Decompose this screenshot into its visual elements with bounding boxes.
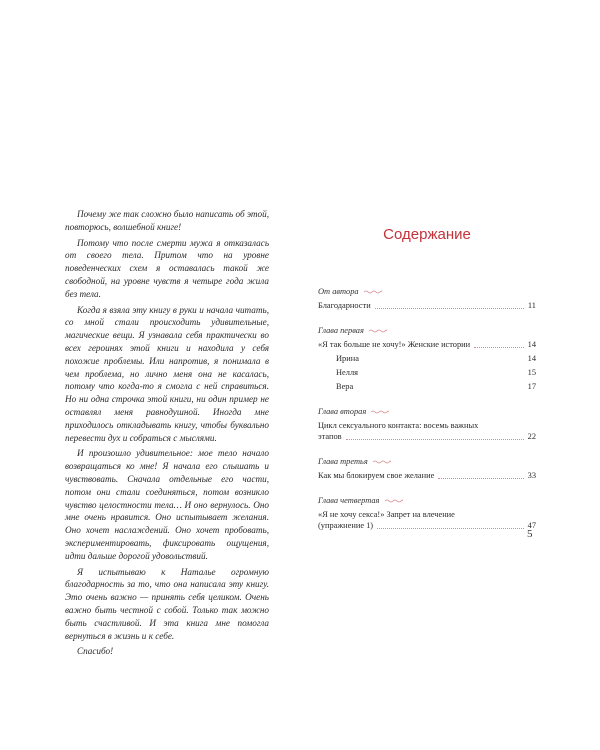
chapter-label: От автора bbox=[318, 286, 536, 297]
toc-page: 22 bbox=[527, 432, 536, 441]
left-page-text bbox=[65, 208, 269, 661]
toc-entry[interactable]: Нелля 15 bbox=[336, 368, 536, 377]
wave-ornament-icon bbox=[369, 329, 387, 333]
toc-entry[interactable]: «Я так больше не хочу!» Женские истории 14 bbox=[318, 340, 536, 349]
paragraph: Почему же так сложно было написать об этой, повторюсь, волшебной книге! bbox=[65, 209, 269, 232]
toc-page: 47 bbox=[527, 521, 536, 530]
toc-entry[interactable]: «Я не хочу секса!» Запрет на влечение (упражнение 1) 47 bbox=[318, 510, 536, 530]
toc-chapter bbox=[318, 406, 536, 442]
toc-chapter bbox=[318, 495, 536, 531]
wave-ornament-icon bbox=[385, 499, 403, 503]
chapter-label: Глава четвертая bbox=[318, 495, 536, 506]
toc-page: 14 bbox=[527, 340, 536, 349]
toc-page: 15 bbox=[527, 368, 536, 377]
toc-chapter bbox=[318, 325, 536, 392]
toc-page: 33 bbox=[527, 471, 536, 480]
toc-page: 11 bbox=[527, 301, 536, 310]
wave-ornament-icon bbox=[373, 460, 391, 464]
chapter-label: Глава третья bbox=[318, 456, 536, 467]
paragraph: Я испытываю к Наталье огромную благодарность за то, что она написала эту книгу. Это очень важно — принять себя целиком. Очень важно быть честной с собой. Только так можно быть счастливой. И эта книга мне помогла вернуться в жизнь и к себе. bbox=[65, 566, 269, 641]
wave-ornament-icon bbox=[364, 290, 382, 294]
toc-chapter bbox=[318, 286, 536, 311]
toc-entry[interactable]: Как мы блокируем свое желание 33 bbox=[318, 471, 536, 480]
chapter-label: Глава первая bbox=[318, 325, 536, 336]
toc-page: 14 bbox=[527, 354, 536, 363]
paragraph: Потому что после смерти мужа я отказалась от своего тела. Притом что на уровне поведенческих схем я оставалась такой же свободной, на уровне чувств я четыре года жила без тела. bbox=[65, 237, 269, 299]
page-number: 5 bbox=[527, 528, 533, 540]
toc-entry[interactable]: Цикл сексуального контакта: восемь важных этапов 22 bbox=[318, 421, 536, 441]
toc-entry[interactable]: Благодарности 11 bbox=[318, 301, 536, 310]
toc-chapter bbox=[318, 456, 536, 481]
paragraph: И произошло удивительное: мое тело начало возвращаться ко мне! Я начала его слышать и чувствовать. Сначала отдельные его части, потом они стали соединяться, потом возникло чувство целостности тела… И оно вернулось. Оно мне очень нравится. Оно испытывает желания. Оно хочет наслаждений. Оно хочет пробовать, экспериментировать, фиксировать ощущения, идти дальше дорогой удовольствий. bbox=[65, 448, 269, 561]
paragraph: Спасибо! bbox=[77, 646, 114, 657]
wave-ornament-icon bbox=[371, 410, 389, 414]
table-of-contents bbox=[318, 286, 536, 545]
toc-title: Содержание bbox=[383, 226, 471, 243]
chapter-label: Глава вторая bbox=[318, 406, 536, 417]
toc-entry[interactable]: Ирина 14 bbox=[336, 354, 536, 363]
paragraph: Когда я взяла эту книгу в руки и начала читать, со мной стали происходить удивительные, магические вещи. Я узнавала себя практически во всех героинях этой книги и находила у себя похожие проблемы. Или напротив, я понимала в чем проблема, но лично меня она не касалась, потому что когда-то я смогла с ней справиться. Но ни одна строчка этой книги, ни один пример не оставлял меня равнодушной. Иногда мне приходилось откладывать книгу, чтобы буквально перевести дух и собраться с мыслями. bbox=[65, 304, 269, 443]
toc-entry[interactable]: Вера 17 bbox=[336, 382, 536, 391]
toc-page: 17 bbox=[527, 382, 536, 391]
